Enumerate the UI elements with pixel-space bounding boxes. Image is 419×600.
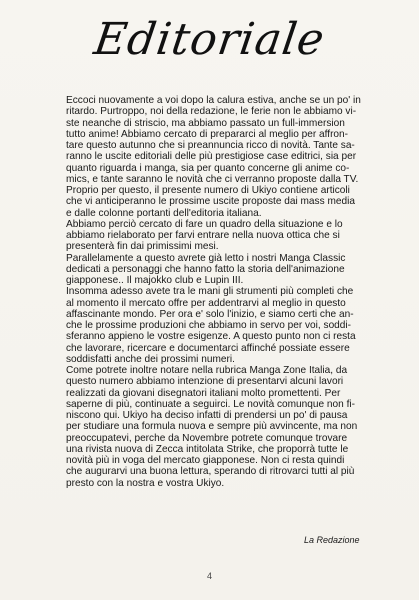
editorial-body: Eccoci nuovamente a voi dopo la calura estiva, anche se un po' in ritardo. Purtroppo, noi della redazione, le ferie non le abbiamo vi- ste neanche di striscio, ma abbiamo passato un full-immersion tutto anime! Abbiamo cercato di prepararci al meglio per affron- tare questo autunno che si preannuncia ricco di novità. Tante sa- ranno le uscite editoriali delle più prestigiose case editrici, sia per quanto riguarda i manga, sia per quanto concerne gli anime co- mics, e tante saranno le novità che ci verranno proposte dalla TV. Proprio per questo, il presente numero di Ukiyo contiene articoli che vi anticiperanno le prossime uscite proposte dai mass media e dalle colonne portanti dell'editoria italiana. Abbiamo perciò cercato di fare un quadro della situazione e lo abbiamo rielaborato per farvi entrare nella nuova ottica che si presenterà fin dai primissimi mesi. Parallelamente a questo avrete già letto i nostri Manga Classic dedicati a personaggi che hanno fatto la storia dell'animazione giapponese.. Il majokko club e Lupin III. Insomma adesso avete tra le mani gli strumenti più completi che al momento il mercato offre per addentrarvi al meglio in questo affascinante mondo. Per ora e' solo l'inizio, e siamo certi che an- che le prossime produzioni che abbiamo in servo per voi, soddi- sferanno appieno le vostre esigenze. A questo punto non ci resta che lavorare, ricercare e documentarci affinché possiate essere soddisfatti anche dei prossimi numeri. Come potrete inoltre notare nella rubrica Manga Zone Italia, da questo numero abbiamo intenzione di presentarvi alcuni lavori realizzati da giovani disegnatori italiani molto promettenti. Per saperne di più, continuate a seguirci. Le novità comunque non fi- niscono qui. Ukiyo ha deciso infatti di prendersi un po' di pausa per studiare una formula nuova e sempre più avvincente, ma non preoccupatevi, perche da Novembre potrete comunque trovare una rivista nuova di Zecca intitolata Strike, che proporrà tutte le novità più in voga del mercato giapponese. Non ci resta quindi che augurarvi una buona lettura, sperando di ritrovarci tutti al più presto con la nostra e vostra Ukiyo. <box>66 95 361 489</box>
page-number: 4 <box>206 571 212 581</box>
page-title: Editoriale <box>90 14 329 65</box>
editorial-signature: La Redazione <box>304 535 360 545</box>
